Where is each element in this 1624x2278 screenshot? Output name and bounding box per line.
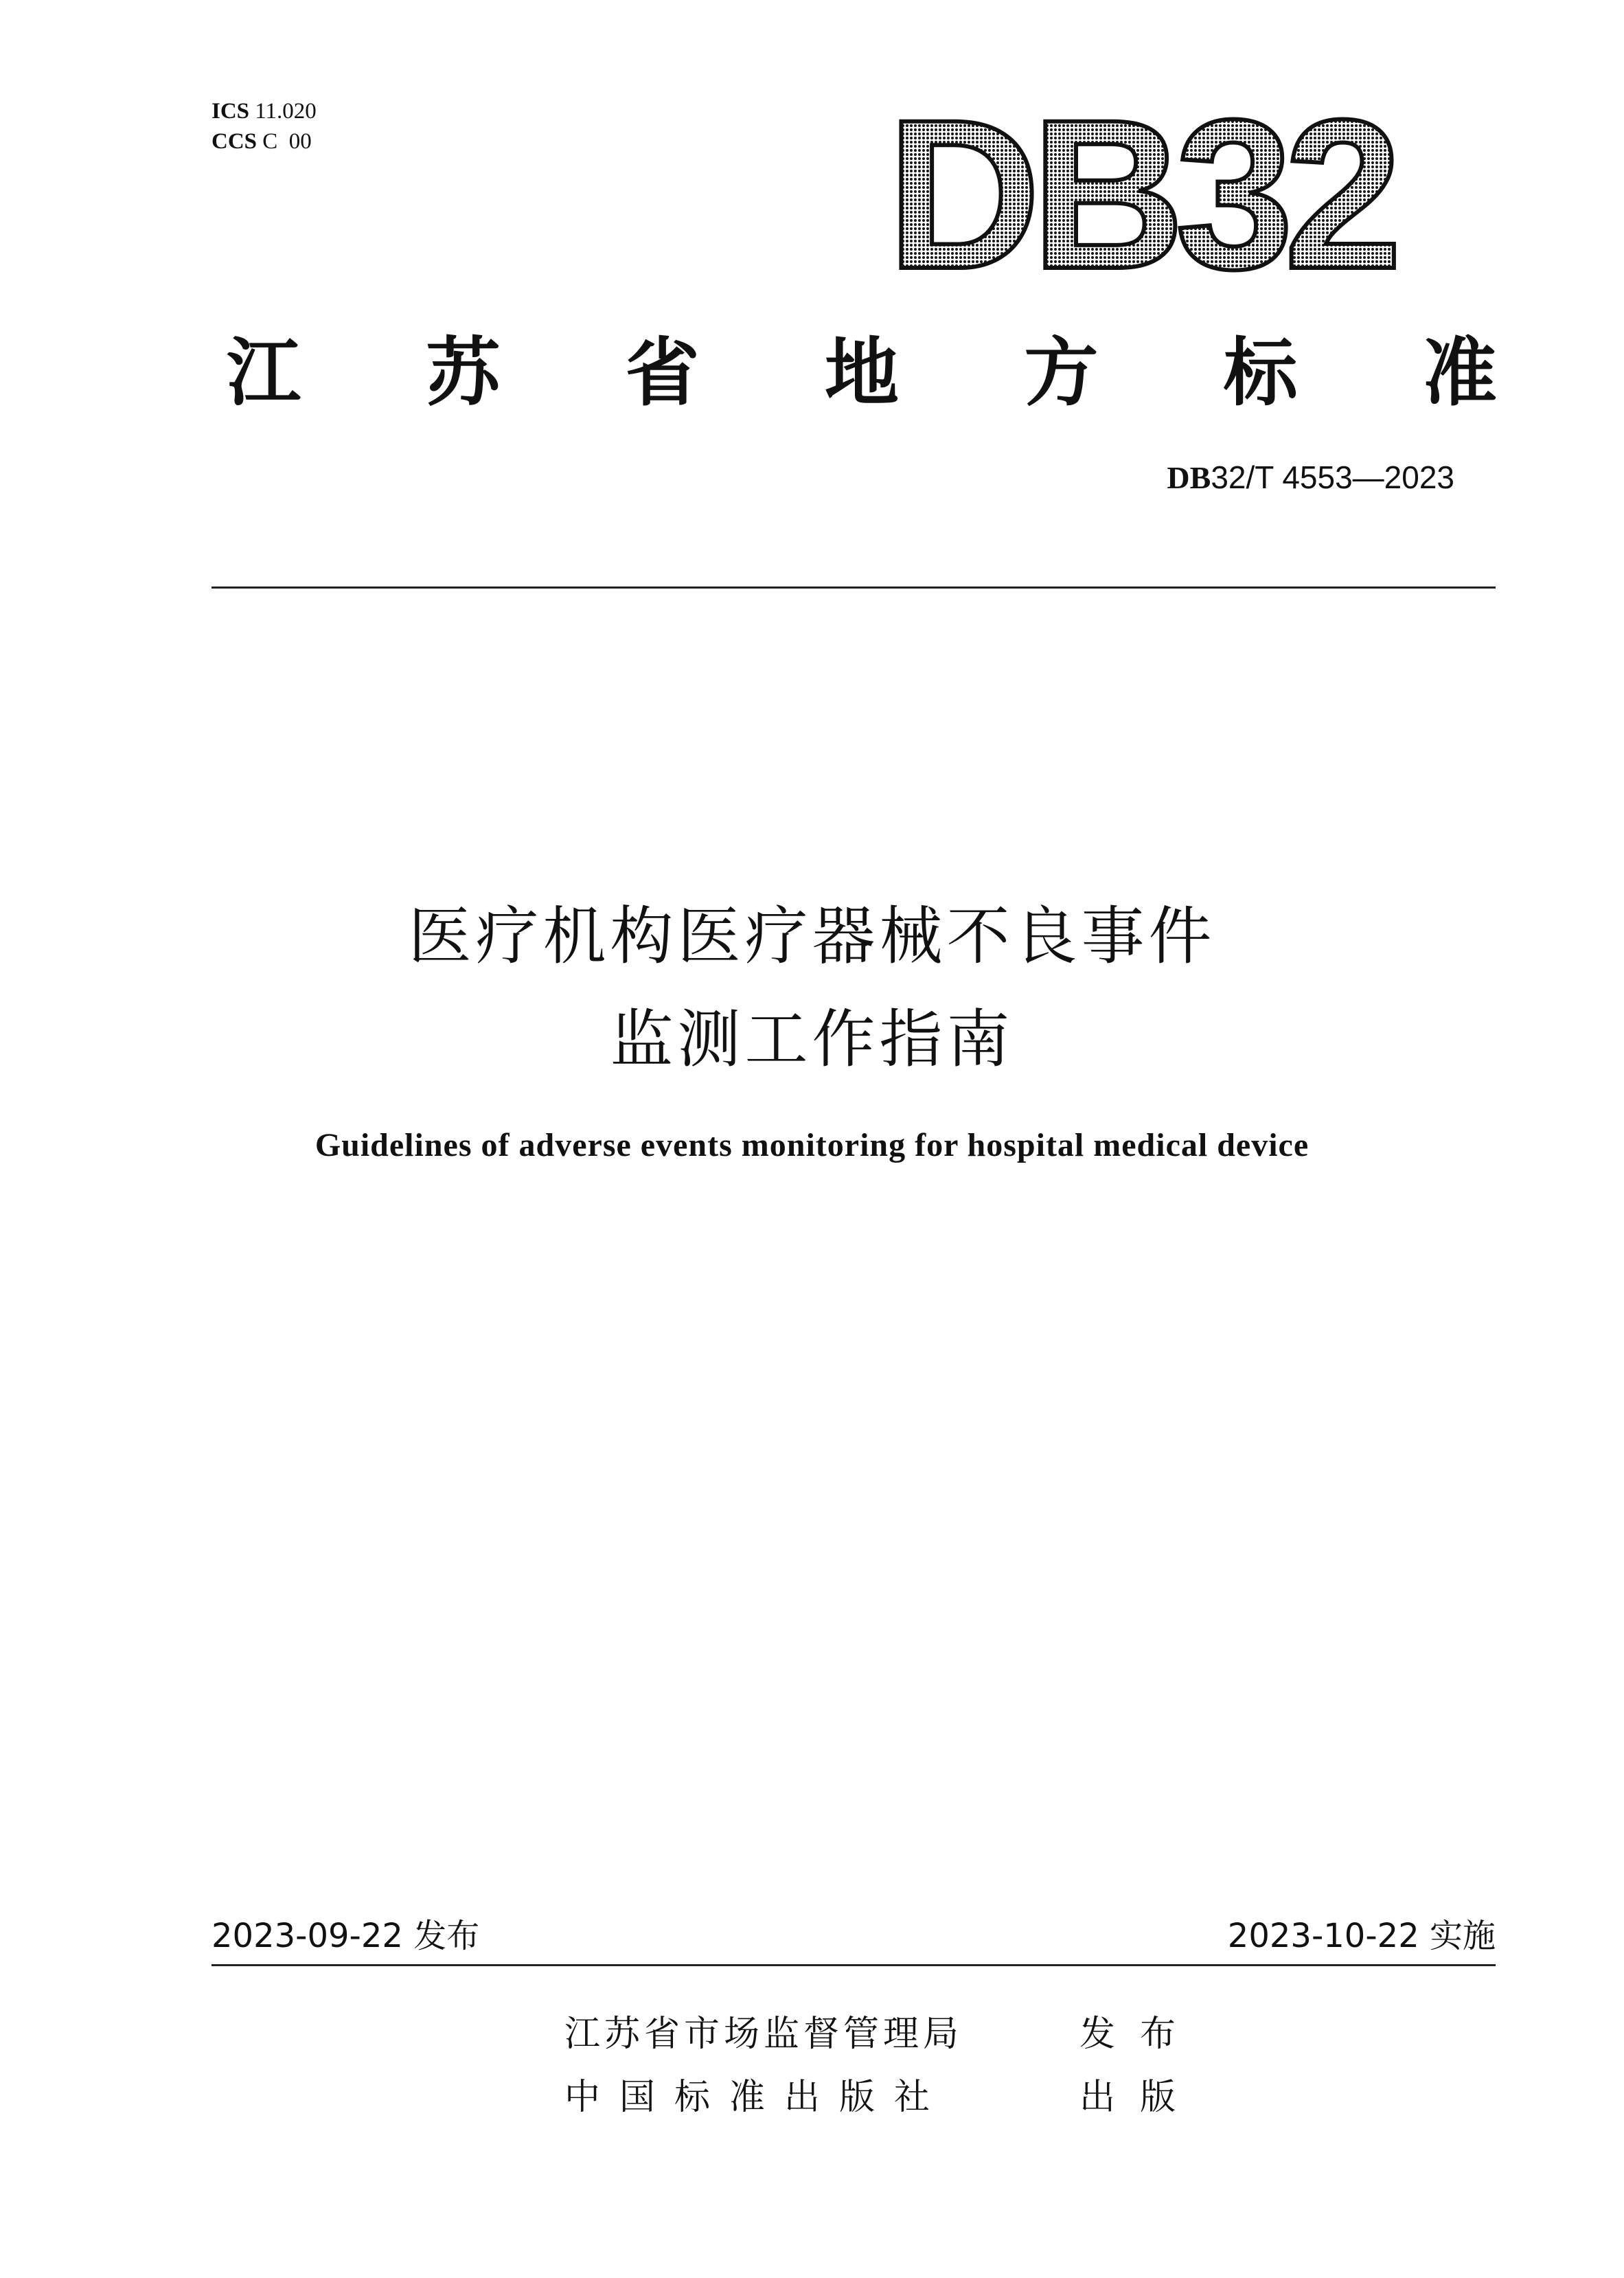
province-title-char: 准 — [1422, 329, 1497, 416]
issuer-row-publisher — [564, 1998, 1200, 2062]
ccs-code — [211, 126, 317, 157]
classification-codes — [211, 96, 317, 157]
ccs-value: C 00 — [262, 129, 312, 154]
issuer-block — [564, 1998, 1200, 2125]
province-title-char: 标 — [1223, 329, 1298, 416]
issuer-row-press — [564, 2062, 1200, 2125]
ics-code — [211, 96, 317, 126]
top-divider — [211, 586, 1496, 589]
province-title-char: 省 — [625, 329, 700, 416]
logo-lettering: DB32 — [887, 103, 1393, 288]
issuer-action: 出版 — [1079, 2076, 1201, 2118]
standard-number-prefix: DB — [1167, 460, 1211, 495]
issuer-name: 中国标准出版社 — [564, 2076, 950, 2118]
implementation-date: 2023-10-22 实施 — [1227, 1917, 1496, 1955]
province-title-char: 地 — [824, 329, 899, 416]
standard-number — [1167, 459, 1454, 496]
province-title-char: 方 — [1024, 329, 1099, 416]
issuer-action: 发布 — [1079, 2013, 1201, 2055]
ics-label: ICS — [211, 99, 250, 124]
ics-value: 11.020 — [255, 99, 317, 124]
issue-date: 2023-09-22 发布 — [211, 1917, 480, 1955]
english-title: Guidelines of adverse events monitoring for hospital medical device — [314, 1127, 1310, 1163]
chinese-title-line-2: 监测工作指南 — [610, 1003, 1014, 1076]
bottom-divider — [211, 1964, 1496, 1966]
db32-logo — [872, 103, 1408, 288]
ccs-label: CCS — [211, 129, 258, 154]
standard-number-code: 32/T 4553—2023 — [1211, 459, 1454, 495]
chinese-title-line-1: 医疗机构医疗器械不良事件 — [408, 900, 1216, 973]
province-title-char: 苏 — [426, 329, 501, 416]
province-standard-title — [227, 321, 1497, 416]
province-title-char: 江 — [227, 329, 301, 416]
issuer-name: 江苏省市场监督管理局 — [564, 2013, 963, 2055]
db32-halftone-logo — [872, 103, 1408, 288]
